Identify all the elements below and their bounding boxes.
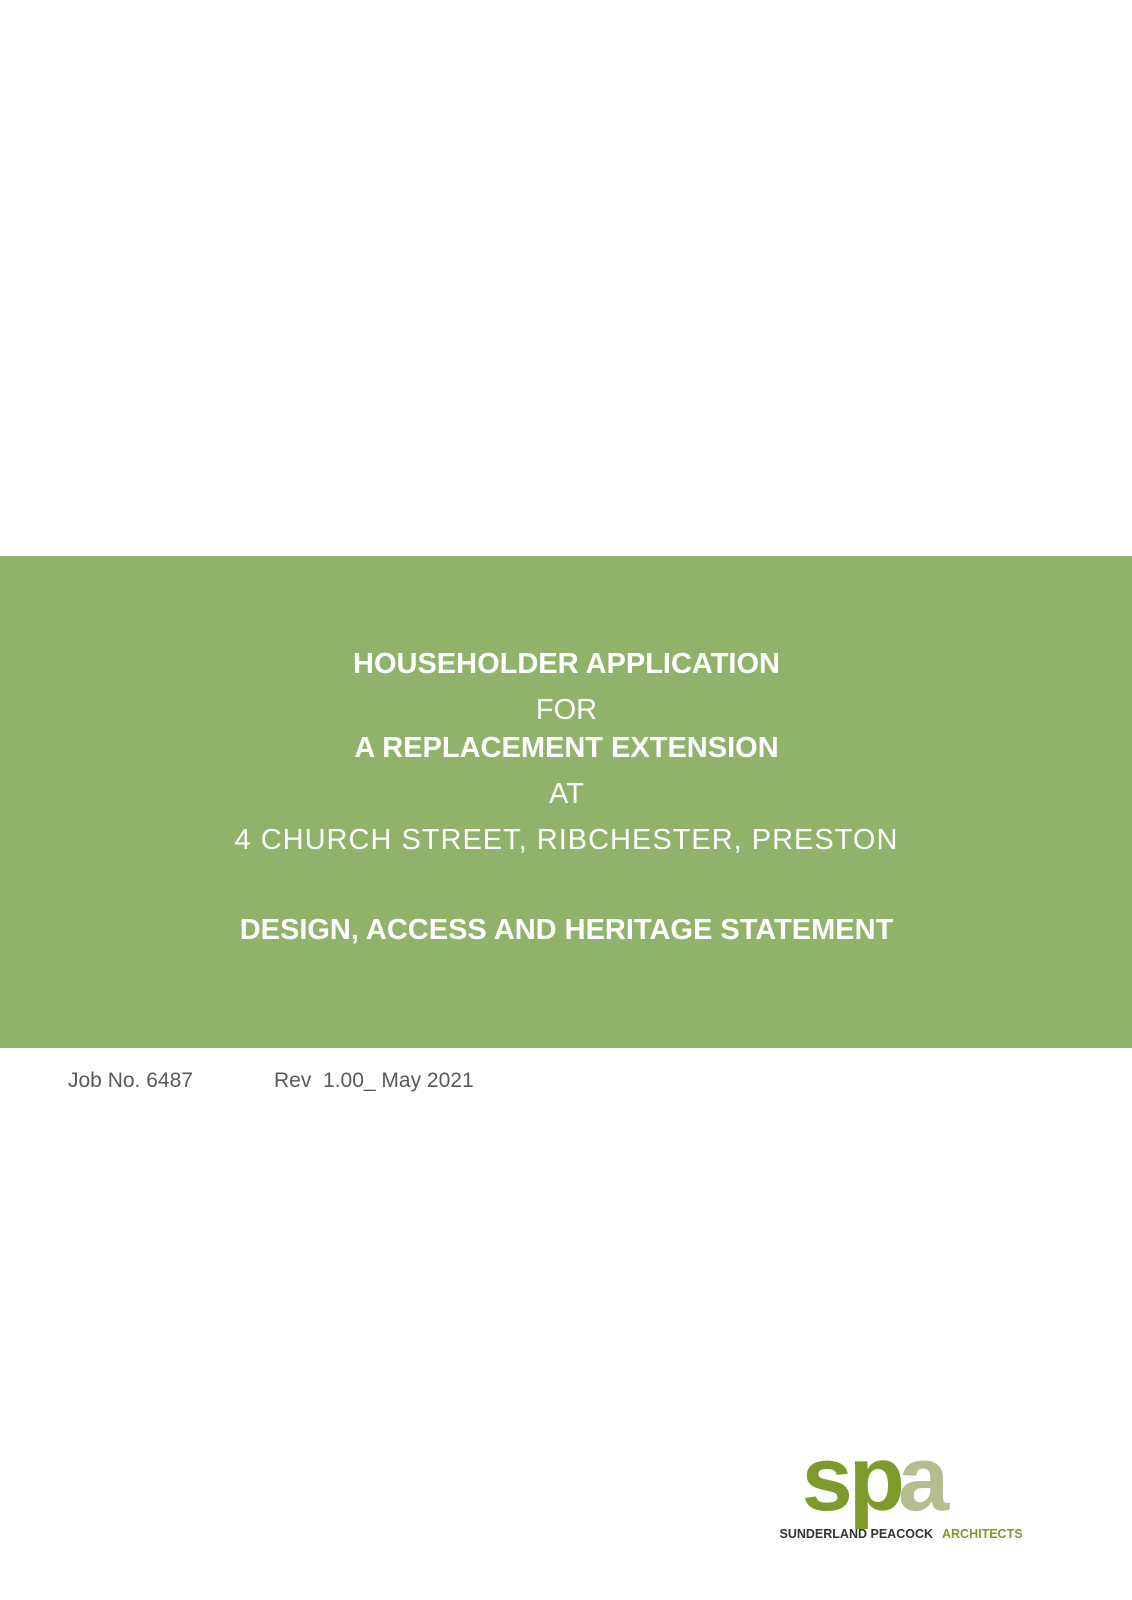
- revision-date: Rev 1.00_ May 2021: [274, 1069, 474, 1092]
- spa-architects-logo: [776, 1438, 1076, 1548]
- title-banner: [0, 556, 1132, 1048]
- logo-firm-name: SUNDERLAND PEACOCK: [779, 1527, 933, 1541]
- application-type-heading: HOUSEHOLDER APPLICATION: [353, 648, 780, 680]
- site-address: 4 CHURCH STREET, RIBCHESTER, PRESTON: [234, 824, 899, 856]
- logo-firm-suffix: ARCHITECTS: [942, 1527, 1023, 1541]
- proposal-heading: A REPLACEMENT EXTENSION: [354, 732, 779, 764]
- job-number: Job No. 6487: [68, 1069, 193, 1092]
- logo-letter-a: a: [898, 1438, 950, 1530]
- for-connector: FOR: [535, 694, 598, 726]
- logo-letters-sp: sp: [801, 1438, 901, 1530]
- at-connector: AT: [549, 778, 584, 810]
- document-title: DESIGN, ACCESS AND HERITAGE STATEMENT: [239, 914, 894, 946]
